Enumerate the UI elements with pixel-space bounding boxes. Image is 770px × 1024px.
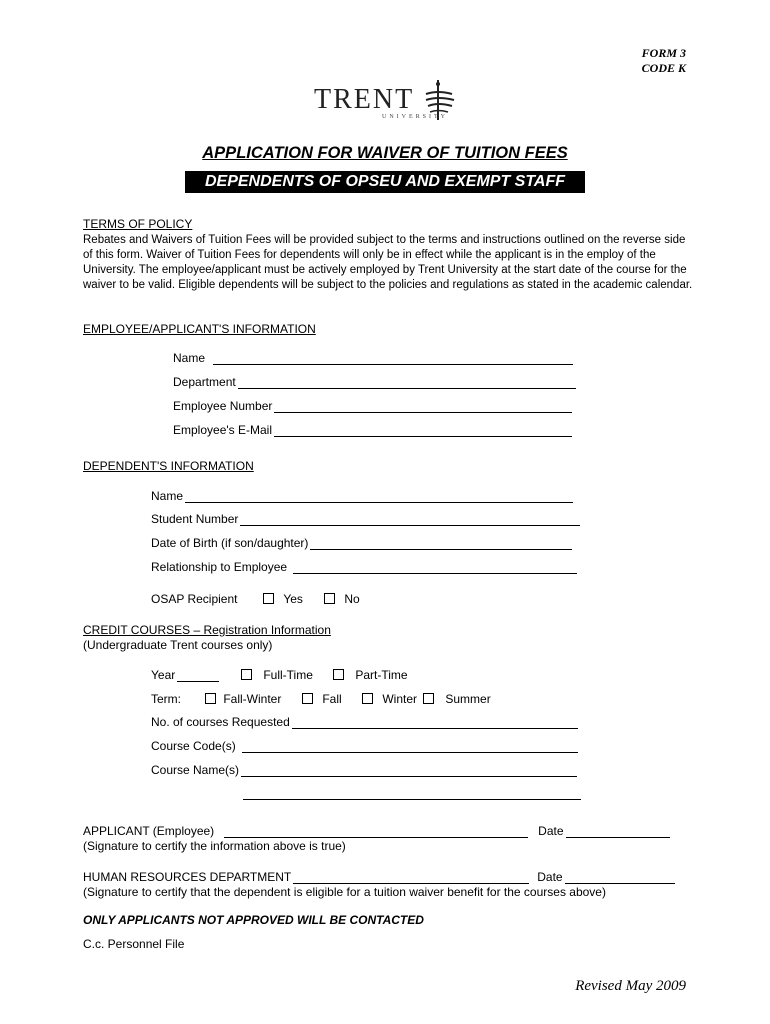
dependent-name-label: Name [151,489,184,503]
terms-text: Rebates and Waivers of Tuition Fees will be provided subject to the terms and instructions outlined on the reverse side of this form. Waiver of Tuition Fees for dependents will only be in effect while the applicant is in the employ of the University. The employee/applicant must be actively employed by Trent University at the start date of the course for the waiver to be valid. Eligible dependents will be subject to the policies and regulations as stated in the academic calendar. [83,234,693,291]
student-number-label: Student Number [151,512,239,526]
student-number-field[interactable] [151,512,580,526]
fall-checkbox[interactable] [302,693,313,704]
year-field[interactable] [151,668,219,682]
student-number-line[interactable] [240,513,580,526]
employee-name-line[interactable] [213,352,573,365]
summer-checkbox[interactable] [423,693,434,704]
code-letter: CODE K [641,61,686,75]
dependent-heading: DEPENDENT'S INFORMATION [83,459,254,473]
applicant-note: (Signature to certify the information above is true) [83,839,346,853]
summer-option[interactable] [423,692,491,706]
dob-field[interactable] [151,536,572,550]
course-names-label: Course Name(s) [151,763,240,777]
hr-date-line[interactable] [565,871,675,884]
form-code [642,46,686,76]
employee-number-field[interactable] [173,399,572,413]
form-number: FORM 3 [641,46,686,60]
course-count-label: No. of courses Requested [151,715,290,729]
full-time-option[interactable] [241,668,313,682]
fall-winter-label: Fall-Winter [223,692,282,706]
applicant-signature-line[interactable] [224,825,528,838]
year-label: Year [151,668,176,682]
course-names-line-2[interactable] [243,789,581,800]
cc-note: C.c. Personnel File [83,937,185,951]
part-time-label: Part-Time [355,668,408,682]
year-line[interactable] [177,669,219,682]
employee-email-line[interactable] [274,424,572,437]
osap-no-option[interactable] [324,592,360,606]
winter-checkbox[interactable] [362,693,373,704]
employee-heading: EMPLOYEE/APPLICANT'S INFORMATION [83,322,316,336]
relationship-field[interactable] [151,560,577,574]
summer-label: Summer [445,692,491,706]
full-time-label: Full-Time [263,668,313,682]
logo-subtitle: UNIVERSITY [382,114,448,120]
osap-no-label: No [344,592,360,606]
fall-winter-checkbox[interactable] [205,693,216,704]
applicant-date-label: Date [538,824,564,838]
dob-label: Date of Birth (if son/daughter) [151,536,309,550]
hr-signature-field[interactable] [83,870,675,884]
term-label: Term: [151,692,181,706]
osap-yes-checkbox[interactable] [263,593,274,604]
logo-emblem-icon [424,78,464,122]
employee-number-label: Employee Number [173,399,273,413]
course-count-line[interactable] [292,716,578,729]
relationship-label: Relationship to Employee [151,560,288,574]
applicant-signature-field[interactable] [83,824,670,838]
hr-signature-line[interactable] [293,871,529,884]
hr-note: (Signature to certify that the dependent is eligible for a tuition waiver benefit for the courses above) [83,885,606,899]
courses-subheading: (Undergraduate Trent courses only) [83,638,273,652]
employee-email-field[interactable] [173,423,572,437]
logo-wordmark: TRENT [314,84,415,115]
osap-yes-option[interactable] [263,592,303,606]
employee-name-field[interactable] [173,351,573,365]
fall-option[interactable] [302,692,342,706]
course-count-field[interactable] [151,715,578,729]
applicant-label: APPLICANT (Employee) [83,824,215,838]
revised-date: Revised May 2009 [575,978,686,994]
winter-label: Winter [382,692,418,706]
course-names-line[interactable] [241,764,577,777]
employee-department-line[interactable] [238,376,576,389]
osap-label: OSAP Recipient [151,592,238,606]
course-codes-field[interactable] [151,739,578,753]
hr-label: HUMAN RESOURCES DEPARTMENT [83,870,292,884]
full-time-checkbox[interactable] [241,669,252,680]
courses-heading: CREDIT COURSES – Registration Information [83,623,331,637]
course-names-field[interactable] [151,763,577,777]
employee-name-label: Name [173,351,206,365]
fall-label: Fall [322,692,342,706]
form-subtitle: DEPENDENTS OF OPSEU AND EXEMPT STAFF [185,171,585,193]
employee-department-label: Department [173,375,236,389]
osap-yes-label: Yes [283,592,303,606]
trent-logo [312,78,462,126]
dependent-name-line[interactable] [185,490,573,503]
fall-winter-option[interactable] [205,692,281,706]
approval-note: ONLY APPLICANTS NOT APPROVED WILL BE CONTACTED [83,913,424,927]
osap-no-checkbox[interactable] [324,593,335,604]
applicant-date-line[interactable] [566,825,670,838]
employee-email-label: Employee's E-Mail [173,423,272,437]
winter-option[interactable] [362,692,417,706]
employee-department-field[interactable] [173,375,576,389]
form-title: APPLICATION FOR WAIVER OF TUITION FEES [202,144,568,162]
dependent-name-field[interactable] [151,489,573,503]
terms-heading: TERMS OF POLICY [83,217,193,231]
dob-line[interactable] [310,537,572,550]
hr-date-label: Date [537,870,563,884]
part-time-checkbox[interactable] [333,669,344,680]
course-codes-label: Course Code(s) [151,739,236,753]
relationship-line[interactable] [293,561,577,574]
employee-number-line[interactable] [274,400,572,413]
part-time-option[interactable] [333,668,408,682]
course-codes-line[interactable] [242,740,578,753]
